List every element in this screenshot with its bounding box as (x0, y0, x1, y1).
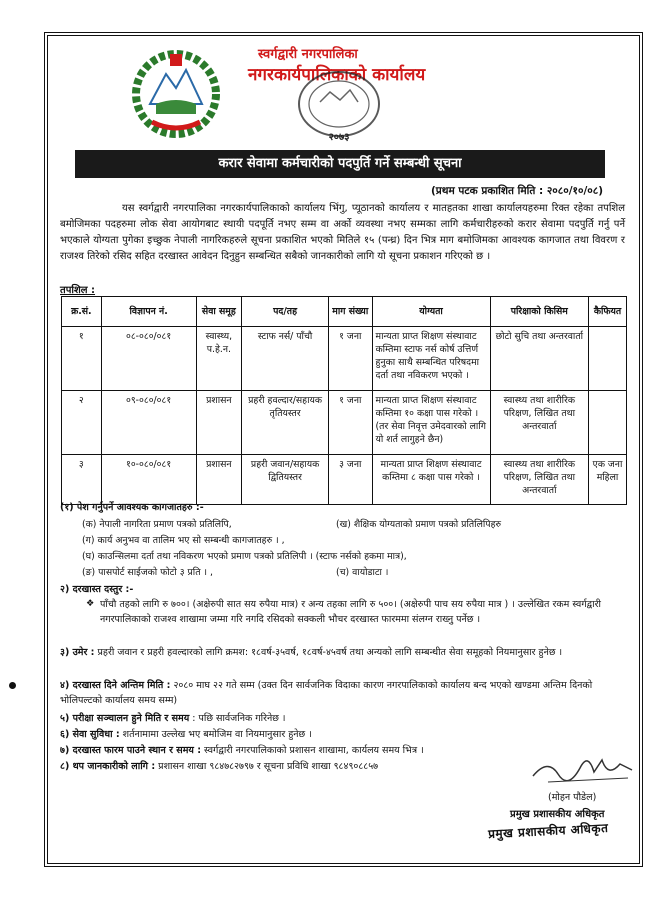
docs-title: (१) पेश गर्नुपर्ने आवश्यक कागजातहरु :- (60, 502, 204, 513)
table-cell: ३ जना (328, 455, 372, 505)
col-header: क्र.सं. (62, 297, 102, 327)
age-title: ३) उमेर : (60, 647, 95, 658)
doc-item: (घ) काउन्सिलमा दर्ता तथा नविकरण भएको प्रमाण पत्रको प्रतिलिपी । (स्टाफ नर्सको हकमा मात्र), (82, 551, 407, 562)
doc-item: (क) नेपाली नागरिता प्रमाण पत्रको प्रतिलिपि, (82, 519, 232, 530)
diamond-bullet-icon: ❖ (86, 598, 95, 609)
exam-title: ५) परीक्षा सञ्चालन हुने मिति र समय (60, 713, 190, 724)
table-cell: १ जना (328, 327, 372, 391)
table-cell: २ (62, 391, 102, 455)
col-header: पद/तह (242, 297, 329, 327)
fee-title: २) दरखास्त दस्तुर :- (60, 584, 134, 595)
deadline-section (60, 678, 630, 708)
table-row (62, 455, 627, 505)
doc-item: (ग) कार्य अनुभव वा तालिम भए सो सम्बन्धी कागजातहरु । , (82, 535, 285, 546)
intro-text: यस स्वर्गद्वारी नगरपालिका नगरकार्यपालिकाको कार्यालय भिंगु, प्यूठानको कार्यालय र मातहतका शाखा कार्यालयहरुमा रिक्त रहेका तपशिल बमोजिमका पदहरुमा लोक सेवा आयोगबाट स्थायी पदपूर्ति नभए सम्म वा अर्को व्यवस्था नभए सम्मका लागि कर्मचारीहरुको करार सेवामा पदपुर्ति गर्नु पर्ने भएकाले योग्यता पुगेका इच्छुक नेपाली नागरिकहरुले सूचना प्रकाशित भएको मितिले १५ (पन्ध्र) दिन भित्र माग बमोजिमका आवश्यक कागजात तथा विवरण र राजश्व तिरेको रसिद सहित दरखास्त आवेदन दिनुहुन सम्बन्धित सबैको जानकारीको लागि यो सूचना प्रकाशन गरिएको छ । (60, 203, 625, 262)
facility-text: शर्तनामामा उल्लेख भए बमोजिम वा नियमानुसार हुनेछ । (122, 729, 312, 740)
col-header: कैफियत (589, 297, 627, 327)
table-cell: १ (62, 327, 102, 391)
contact-title: ८) थप जानकारीको लागि : (60, 761, 156, 772)
table-header-row (62, 297, 627, 327)
age-section (60, 645, 630, 660)
col-header: सेवा समूह (196, 297, 242, 327)
notice-title-banner: करार सेवामा कर्मचारीको पदपुर्ति गर्ने सम्बन्धी सूचना (75, 150, 605, 178)
table-row (62, 391, 627, 455)
table-cell: मान्यता प्राप्त शिक्षण संस्थावाट कम्तिमा ८ कक्षा पास गरेको । (372, 455, 490, 505)
vacancy-table (61, 296, 627, 505)
table-cell: प्रहरी हवल्दार/सहायक तृतियस्तर (242, 391, 329, 455)
facility-section (60, 727, 630, 742)
table-cell: छोटो सुचि तथा अन्तरवार्ता (490, 327, 588, 391)
table-cell (589, 327, 627, 391)
table-cell: ०८-०८०/०८१ (101, 327, 196, 391)
table-cell: स्वास्थ्य तथा शारीरिक परिक्षण, लिखित तथा अन्तरवार्ता (490, 455, 588, 505)
age-text: प्रहरी जवान र प्रहरी हवल्दारको लागि क्रमश: १८वर्ष-३५वर्ष, १८वर्ष-४५वर्ष तथा अन्यको लागि सम्बन्धीत सेवा समूहको नियमानुसार हुनेछ । (97, 647, 563, 658)
deadline-text: २०८० माघ २२ गते सम्म (उक्त दिन सार्वजनिक विदाका कारण नगरपालिकाको कार्यालय बन्द भएको खण्डमा अन्तिम दिनको भोलिपल्टको कार्यालय समय सम्म) (60, 680, 593, 706)
table-cell: मान्यता प्राप्त शिक्षण संस्थावाट कम्तिमा १० कक्षा पास गरेको । (तर सेवा निवृत्त उमेदवारको लागि यो शर्त लागुहने छैन) (372, 391, 490, 455)
office-seal-icon (280, 62, 398, 146)
table-cell: प्रहरी जवान/सहायक द्वितियस्तर (242, 455, 329, 505)
table-cell: प्रशासन (196, 455, 242, 505)
doc-item: (ङ) पासपोर्ट साईजको फोटो ३ प्रति । , (82, 567, 213, 578)
signatory-stamp: प्रमुख प्रशासकीय अधिकृत (487, 820, 609, 842)
table-cell: १०-०८०/०८१ (101, 455, 196, 505)
table-cell: स्वास्थ्य, प.हे.न. (196, 327, 242, 391)
form-title: ७) दरखास्त फारम पाउने स्थान र समय : (60, 745, 201, 756)
table-row (62, 327, 627, 391)
intro-paragraph (60, 201, 625, 265)
signatory-title: प्रमुख प्रशासकीय अधिकृत (510, 809, 605, 820)
table-cell: मान्यता प्राप्त शिक्षण संस्थावाट कम्तिमा स्टाफ नर्स कोर्ष उत्तिर्ण हुनुका साथै सम्बन्धित परिषदमा दर्ता तथा नविकरण भएको । (372, 327, 490, 391)
doc-item: (ख) शैक्षिक योग्यताको प्रमाण पत्रको प्रतिलिपिहरु (336, 519, 502, 530)
table-cell (589, 391, 627, 455)
col-header: योग्यता (372, 297, 490, 327)
contact-text: प्रशासन शाखा ९८४७८२७९७ र सूचना प्रविधि शाखा ९८४९०८८५७ (158, 761, 379, 772)
table-cell: स्वास्थ्य तथा शारीरिक परिक्षण, लिखित तथा अन्तरवार्ता (490, 391, 588, 455)
table-cell: १ जना (328, 391, 372, 455)
form-text: स्वर्गद्वारी नगरपालिकाको प्रशासन शाखामा, कार्यलय समय भित्र । (204, 745, 424, 756)
fee-text: पाँचौ तहको लागि रु ७००। (अक्षेरुपी सात सय रुपैया मात्र) र अन्य तहका लागि रु ५००। (अक्षेरुपी पाच सय रुपैया मात्र ) । उल्लेखित रकम स्वर्गद्वारी नगरपालिकाको राजश्व शाखामा जम्मा गरि नगदि रसिदको सक्कली भौचर दरखास्त फारममा संलग्न राख्नु पर्नेछ । (100, 599, 601, 625)
publish-date: (प्रथम पटक प्रकाशित मिति : २०८०/१०/०८) (430, 185, 603, 197)
signature-icon (528, 748, 638, 788)
exam-text: : पछि सार्वजनिक गरिनेछ । (192, 713, 286, 724)
table-cell: प्रशासन (196, 391, 242, 455)
municipality-name: स्वर्गद्वारी नगरपालिका (258, 47, 358, 62)
col-header: विज्ञापन नं. (101, 297, 196, 327)
exam-section (60, 711, 630, 726)
col-header: परिक्षाको किसिम (490, 297, 588, 327)
seal-year: २०७३ (328, 132, 350, 143)
doc-item: (च) वायोडाटा । (336, 567, 389, 578)
signatory-name: (मोहन पौडेल) (548, 792, 597, 803)
office-name: नगरकार्यपालिकाको कार्यालय (248, 65, 426, 85)
table-cell: ३ (62, 455, 102, 505)
deadline-title: ४) दरखास्त दिने अन्तिम मिति : (60, 680, 171, 691)
table-cell: ०९-०८०/०८१ (101, 391, 196, 455)
details-label: तपशिल : (60, 285, 96, 296)
col-header: माग संख्या (328, 297, 372, 327)
facility-title: ६) सेवा सुविधा : (60, 729, 120, 740)
nepal-emblem-icon (130, 44, 222, 138)
margin-dot (9, 682, 16, 689)
table-cell: स्टाफ नर्स/ पाँचौ (242, 327, 329, 391)
table-cell: एक जना महिला (589, 455, 627, 505)
